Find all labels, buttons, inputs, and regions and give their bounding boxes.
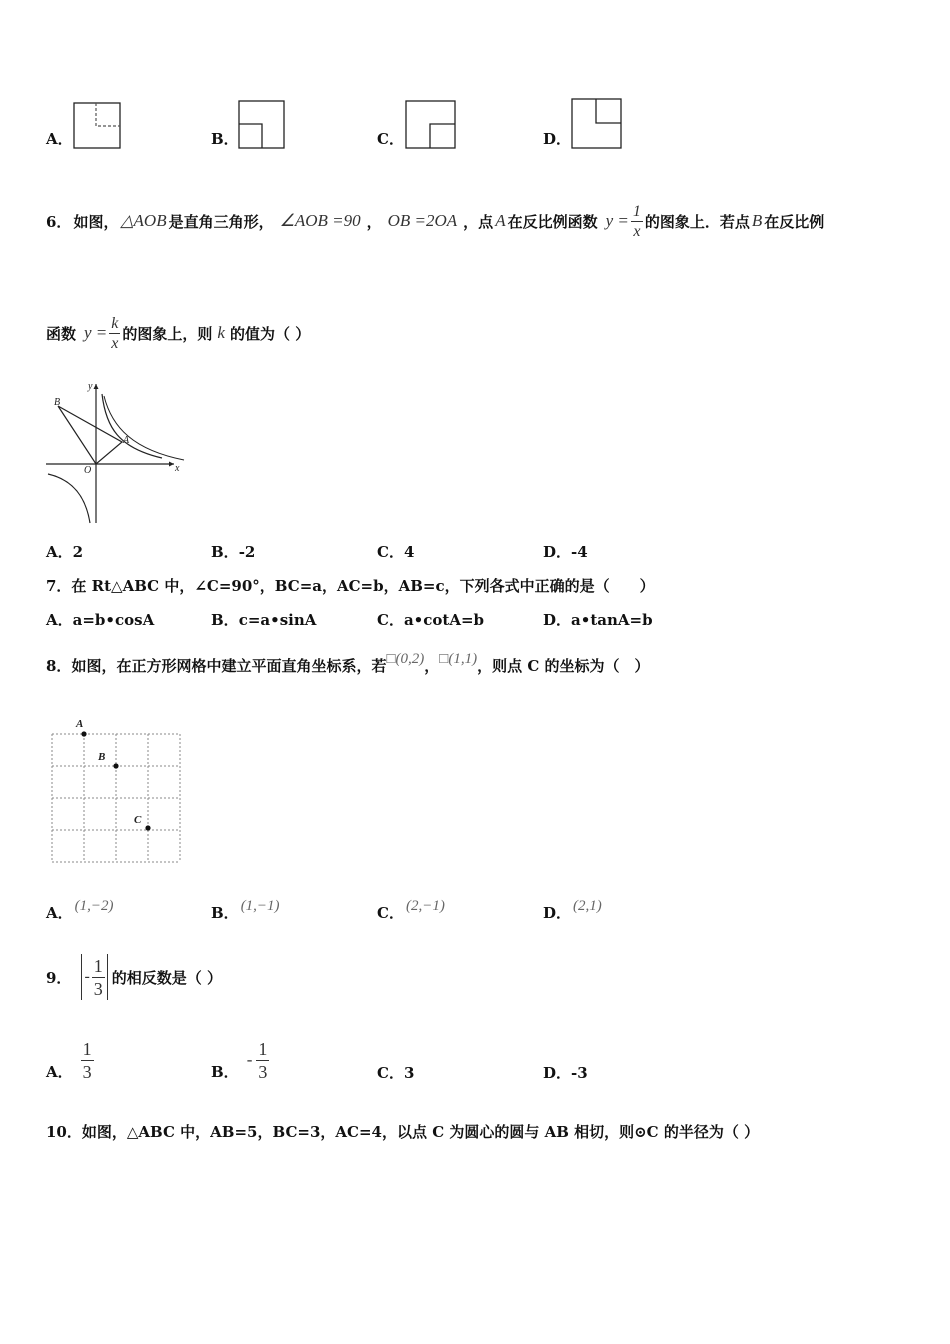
q9-option-b-fraction bbox=[256, 1038, 269, 1083]
q5-option-a-label: A． bbox=[46, 130, 73, 148]
option-letter: D． bbox=[543, 543, 572, 561]
option-letter: C． bbox=[377, 904, 404, 922]
q6-stem-line1 bbox=[46, 186, 824, 256]
option-text: (2,1) bbox=[573, 898, 602, 914]
q9-option-a-fraction bbox=[81, 1038, 94, 1083]
q6-text: ， bbox=[366, 212, 382, 231]
q8-grid-figure bbox=[44, 714, 186, 866]
q9-fraction bbox=[92, 955, 105, 1000]
q6-math-angle: ∠AOB =90 bbox=[279, 211, 361, 230]
q5-option-d-figure bbox=[571, 98, 623, 150]
q7-stem: 7．在 Rt△ABC 中，∠C=90°，BC=a，AC=b，AB=c，下列各式中正确的是（ ） bbox=[46, 577, 655, 595]
q8-option-a bbox=[46, 898, 114, 923]
q6-option-d bbox=[543, 541, 588, 562]
q8-text: ，则点 C 的坐标为（ ） bbox=[477, 656, 650, 675]
label-b: B bbox=[98, 751, 106, 763]
option-text: a•cotA=b bbox=[403, 611, 485, 629]
q8-option-d bbox=[543, 898, 602, 923]
option-text: -2 bbox=[238, 543, 256, 561]
q8-option-c bbox=[377, 898, 445, 923]
option-letter: C． bbox=[377, 1064, 404, 1082]
q6-fraction-1-over-x bbox=[631, 202, 643, 241]
q6-option-b bbox=[211, 541, 255, 562]
option-letter: A． bbox=[46, 611, 73, 629]
point-b bbox=[113, 763, 118, 768]
hyperbola-branch-1 bbox=[102, 394, 162, 458]
triangle-aob bbox=[58, 406, 122, 464]
q6-text: 是直角三角形， bbox=[168, 212, 274, 231]
label-o: O bbox=[84, 465, 92, 476]
fraction-denominator: x bbox=[111, 334, 119, 352]
q8-coord-b: □(1,1) bbox=[439, 650, 478, 667]
q7-option-a bbox=[46, 609, 154, 630]
q6-text: 的图象上．若点 bbox=[644, 212, 750, 231]
q6-math-k: k bbox=[217, 323, 225, 342]
q6-text: 的值为（ ） bbox=[229, 324, 311, 343]
q9-stem bbox=[46, 952, 222, 1002]
option-letter: B． bbox=[211, 1062, 239, 1081]
fraction-numerator: 1 bbox=[93, 955, 103, 976]
option-letter: D． bbox=[543, 611, 572, 629]
q6-text: 在反比例函数 bbox=[507, 212, 598, 231]
q6-text: 的图象上，则 bbox=[122, 324, 213, 343]
option-text: a•tanA=b bbox=[571, 611, 653, 629]
option-text: 4 bbox=[403, 543, 415, 561]
option-letter: B． bbox=[211, 904, 239, 922]
option-text: c=a•sinA bbox=[238, 611, 317, 629]
q9-option-b bbox=[211, 1036, 269, 1084]
q6-math-a: A bbox=[495, 211, 506, 230]
q6-math-b: B bbox=[751, 211, 763, 230]
q5-option-d-label: D． bbox=[543, 130, 572, 148]
label-x: x bbox=[175, 463, 180, 474]
q5-option-c-figure bbox=[405, 100, 457, 150]
q7-option-c bbox=[377, 609, 484, 630]
q6-text: 在反比例 bbox=[764, 212, 825, 231]
option-letter: B． bbox=[211, 611, 239, 629]
option-text: -3 bbox=[571, 1064, 588, 1082]
q6-text: ，点 bbox=[463, 212, 494, 231]
q8-option-b bbox=[211, 898, 280, 923]
q8-text: ， bbox=[424, 656, 440, 675]
label-y: y bbox=[88, 381, 93, 392]
fraction-denominator: 3 bbox=[82, 1061, 92, 1082]
q9-number: 9． bbox=[46, 968, 72, 987]
fraction-denominator: x bbox=[633, 222, 641, 240]
q7-option-d bbox=[543, 609, 653, 630]
q9-option-d bbox=[543, 1062, 588, 1083]
y-axis-arrow bbox=[94, 384, 99, 389]
fraction-numerator: k bbox=[111, 314, 119, 332]
q6-math-y2: y = bbox=[84, 323, 108, 342]
q8-number: 8． bbox=[46, 656, 72, 675]
label-a: A bbox=[123, 435, 130, 446]
option-text: a=b•cosA bbox=[72, 611, 155, 629]
x-axis-arrow bbox=[169, 462, 174, 467]
option-letter: A． bbox=[46, 904, 73, 922]
option-text: (2,−1) bbox=[405, 898, 445, 914]
option-letter: D． bbox=[543, 904, 572, 922]
fraction-denominator: 3 bbox=[258, 1061, 268, 1082]
q6-stem-line2 bbox=[46, 298, 310, 368]
label-c: C bbox=[134, 814, 142, 826]
option-letter: C． bbox=[377, 543, 404, 561]
q5-option-c-label: C． bbox=[377, 130, 404, 148]
minus-sign: - bbox=[246, 1050, 253, 1069]
option-letter: A． bbox=[46, 1062, 73, 1081]
q6-hyperbola-figure bbox=[44, 378, 189, 526]
q7-option-b bbox=[211, 609, 316, 630]
option-text: (1,−2) bbox=[74, 898, 114, 914]
q6-option-a bbox=[46, 541, 83, 562]
q9-option-c bbox=[377, 1062, 414, 1083]
fraction-numerator: 1 bbox=[258, 1038, 268, 1059]
minus-sign: - bbox=[84, 968, 90, 985]
point-a bbox=[81, 731, 86, 736]
q6-option-c bbox=[377, 541, 414, 562]
option-text: (1,−1) bbox=[240, 898, 280, 914]
q6-number: 6． bbox=[46, 212, 72, 231]
q6-math-y1: y = bbox=[605, 211, 629, 230]
option-text: 2 bbox=[72, 543, 84, 561]
q6-math-triangle: △AOB bbox=[120, 211, 167, 230]
fraction-numerator: 1 bbox=[82, 1038, 92, 1059]
option-text: -4 bbox=[571, 543, 588, 561]
point-c bbox=[145, 825, 150, 830]
option-text: 3 bbox=[403, 1064, 415, 1082]
hyperbola-branch-3 bbox=[48, 474, 90, 523]
q6-text: 函数 bbox=[46, 324, 77, 343]
label-b: B bbox=[54, 397, 61, 408]
q9-absolute-value bbox=[81, 954, 107, 1000]
q8-coord-a: □(0,2) bbox=[386, 650, 425, 667]
q6-math-ob: OB =2OA bbox=[387, 211, 458, 230]
option-letter: A． bbox=[46, 543, 73, 561]
fraction-denominator: 3 bbox=[93, 978, 103, 999]
option-letter: B． bbox=[211, 543, 239, 561]
fraction-numerator: 1 bbox=[632, 202, 641, 220]
q5-option-b-label: B． bbox=[211, 130, 239, 148]
q9-text: 的相反数是（ ） bbox=[111, 968, 222, 987]
q5-option-b-figure bbox=[238, 100, 286, 150]
q6-fraction-k-over-x bbox=[109, 314, 120, 353]
q10-stem: 10．如图，△ABC 中，AB=5，BC=3，AC=4，以点 C 为圆心的圆与 AB 相切，则⊙C 的半径为（ ） bbox=[46, 1123, 760, 1141]
grid-lines bbox=[52, 734, 180, 862]
q5-option-a-figure bbox=[73, 102, 123, 150]
q6-text: 如图， bbox=[73, 212, 119, 231]
q8-stem bbox=[46, 648, 649, 682]
label-a: A bbox=[76, 718, 84, 730]
q8-text: 如图，在正方形网格中建立平面直角坐标系，若 bbox=[71, 656, 387, 675]
q9-option-a bbox=[46, 1036, 94, 1084]
option-letter: C． bbox=[377, 611, 404, 629]
option-letter: D． bbox=[543, 1064, 572, 1082]
hyperbola-branch-k bbox=[104, 396, 184, 460]
